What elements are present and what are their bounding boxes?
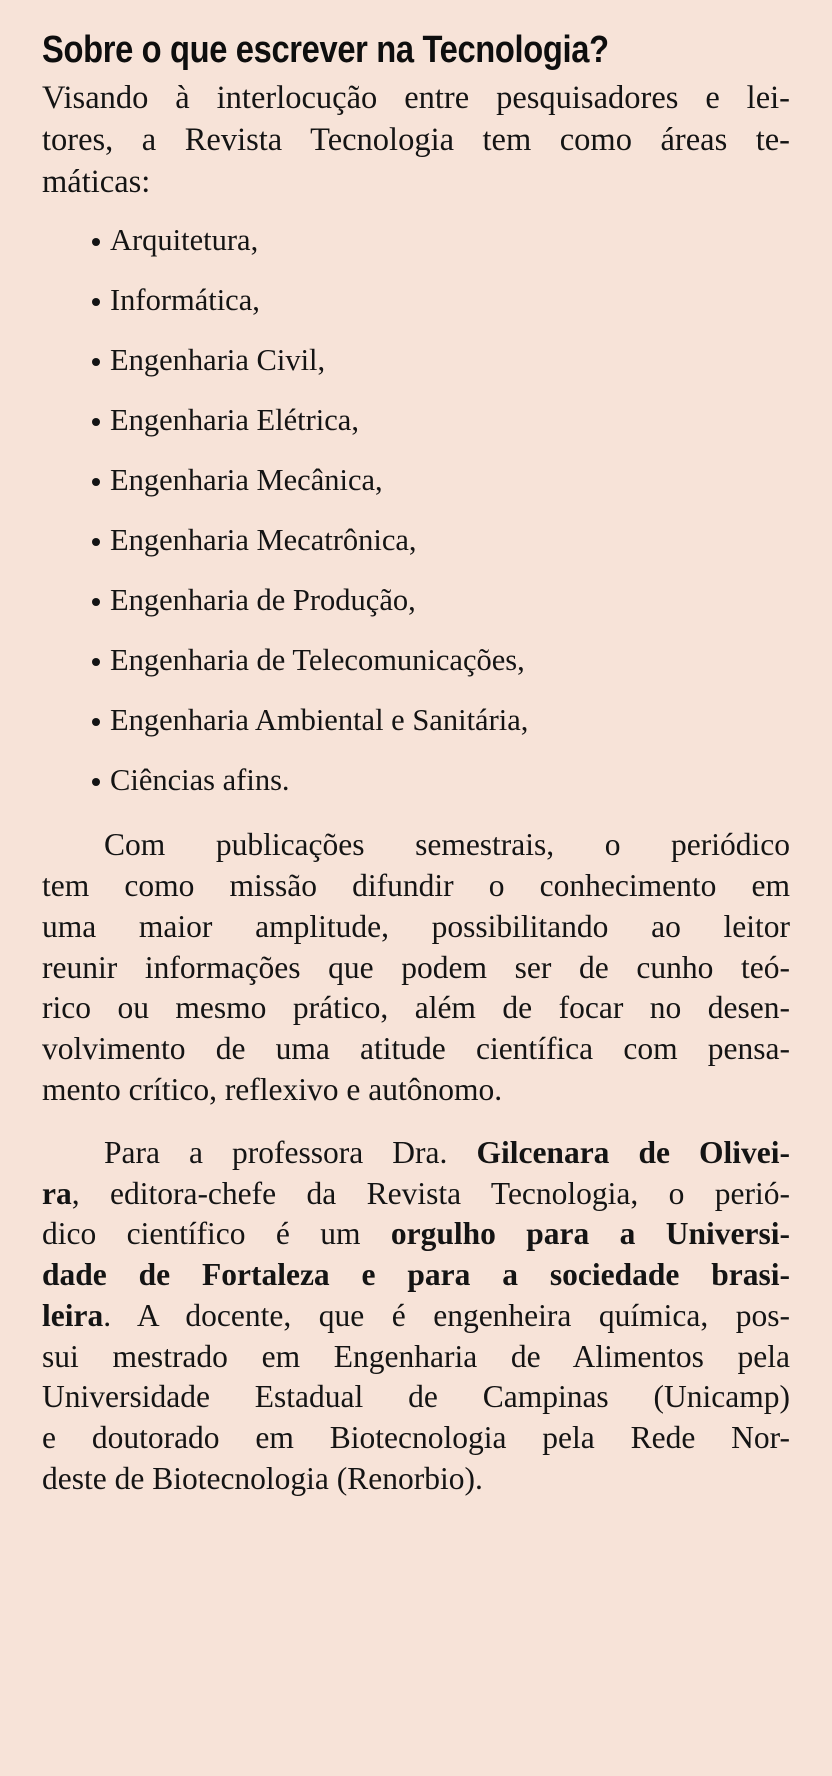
quote-bold: orgulho para a Universi- (390, 1216, 790, 1252)
paragraph-line-text: Com publicações semestrais, o periódico (104, 827, 790, 863)
paragraph-line: tem como missão difundir o conhecimento em (42, 868, 790, 904)
paragraph-line-text: , editora-chefe da Revista Tecnologia, o perió- (71, 1175, 790, 1211)
paragraph-line (42, 1133, 790, 1174)
list-item (42, 765, 790, 796)
list-item-label: Arquitetura, (110, 223, 259, 258)
bullet-icon (92, 658, 100, 666)
list-item (42, 705, 790, 736)
paragraph-line: uma maior amplitude, possibilitando ao leitor (42, 908, 790, 944)
list-item-label: Ciências afins. (110, 763, 290, 798)
paragraph-line (42, 1255, 790, 1296)
list-item-label: Engenharia Ambiental e Sanitária, (110, 703, 529, 738)
bullet-icon (92, 418, 100, 426)
list-item (42, 645, 790, 676)
list-item-label: Informática, (110, 283, 260, 318)
paragraph-line: Universidade Estadual de Campinas (Unicamp) (42, 1379, 790, 1415)
quote-bold: leira (42, 1297, 104, 1333)
paragraph-spacer (42, 1119, 790, 1133)
list-item-label: Engenharia de Produção, (110, 583, 416, 618)
paragraph-line (42, 825, 790, 866)
bullet-icon (92, 298, 100, 306)
bullet-icon (92, 718, 100, 726)
bullet-icon (92, 238, 100, 246)
list-item (42, 585, 790, 616)
paragraph-line-text: . A docente, que é engenheira química, pos- (103, 1297, 790, 1333)
list-item (42, 285, 790, 316)
list-item-label: Engenharia Elétrica, (110, 403, 359, 438)
bullet-icon (92, 358, 100, 366)
list-item (42, 345, 790, 376)
editor-name-bold: Gilcenara de Olivei- (476, 1134, 790, 1170)
paragraph-line (42, 1296, 790, 1337)
paragraph-line: e doutorado em Biotecnologia pela Rede Nor- (42, 1420, 790, 1456)
thematic-areas-list (42, 225, 790, 796)
editor-name-bold: ra (42, 1175, 72, 1211)
paragraph-line (42, 1174, 790, 1215)
list-item (42, 465, 790, 496)
quote-bold: dade de Fortaleza e para a sociedade brasi- (42, 1257, 790, 1293)
list-item (42, 405, 790, 436)
lead-line: máticas: (42, 164, 151, 201)
paragraph-line: sui mestrado em Engenharia de Alimentos pela (42, 1338, 790, 1374)
page-title: Sobre o que escrever na Tecnologia? (42, 29, 609, 71)
paragraph-line-text: dico científico é um (42, 1216, 391, 1252)
bullet-icon (92, 478, 100, 486)
body-paragraph-1 (42, 825, 790, 1110)
bullet-icon (92, 598, 100, 606)
paragraph-line: reunir informações que podem ser de cunho teó- (42, 949, 790, 985)
list-item-label: Engenharia de Telecomunicações, (110, 643, 525, 678)
bullet-icon (92, 778, 100, 786)
list-item (42, 225, 790, 256)
list-item-label: Engenharia Mecatrônica, (110, 523, 417, 558)
bullet-icon (92, 538, 100, 546)
paragraph-line: rico ou mesmo prático, além de focar no desen- (42, 990, 790, 1026)
paragraph-line: deste de Biotecnologia (Renorbio). (42, 1460, 483, 1496)
lead-line: tores, a Revista Tecnologia tem como áreas te- (42, 122, 790, 159)
lead-line: Visando à interlocução entre pesquisadores e lei- (42, 80, 790, 117)
paragraph-line: volvimento de uma atitude científica com pensa- (42, 1031, 790, 1067)
list-item-label: Engenharia Mecânica, (110, 463, 383, 498)
paragraph-line: mento crítico, reflexivo e autônomo. (42, 1071, 503, 1107)
list-item-label: Engenharia Civil, (110, 343, 326, 378)
body-paragraph-2 (42, 1133, 790, 1500)
paragraph-line (42, 1214, 790, 1255)
paragraph-line-text: Para a professora Dra. (104, 1134, 477, 1170)
lead-paragraph (42, 77, 790, 203)
list-item (42, 525, 790, 556)
